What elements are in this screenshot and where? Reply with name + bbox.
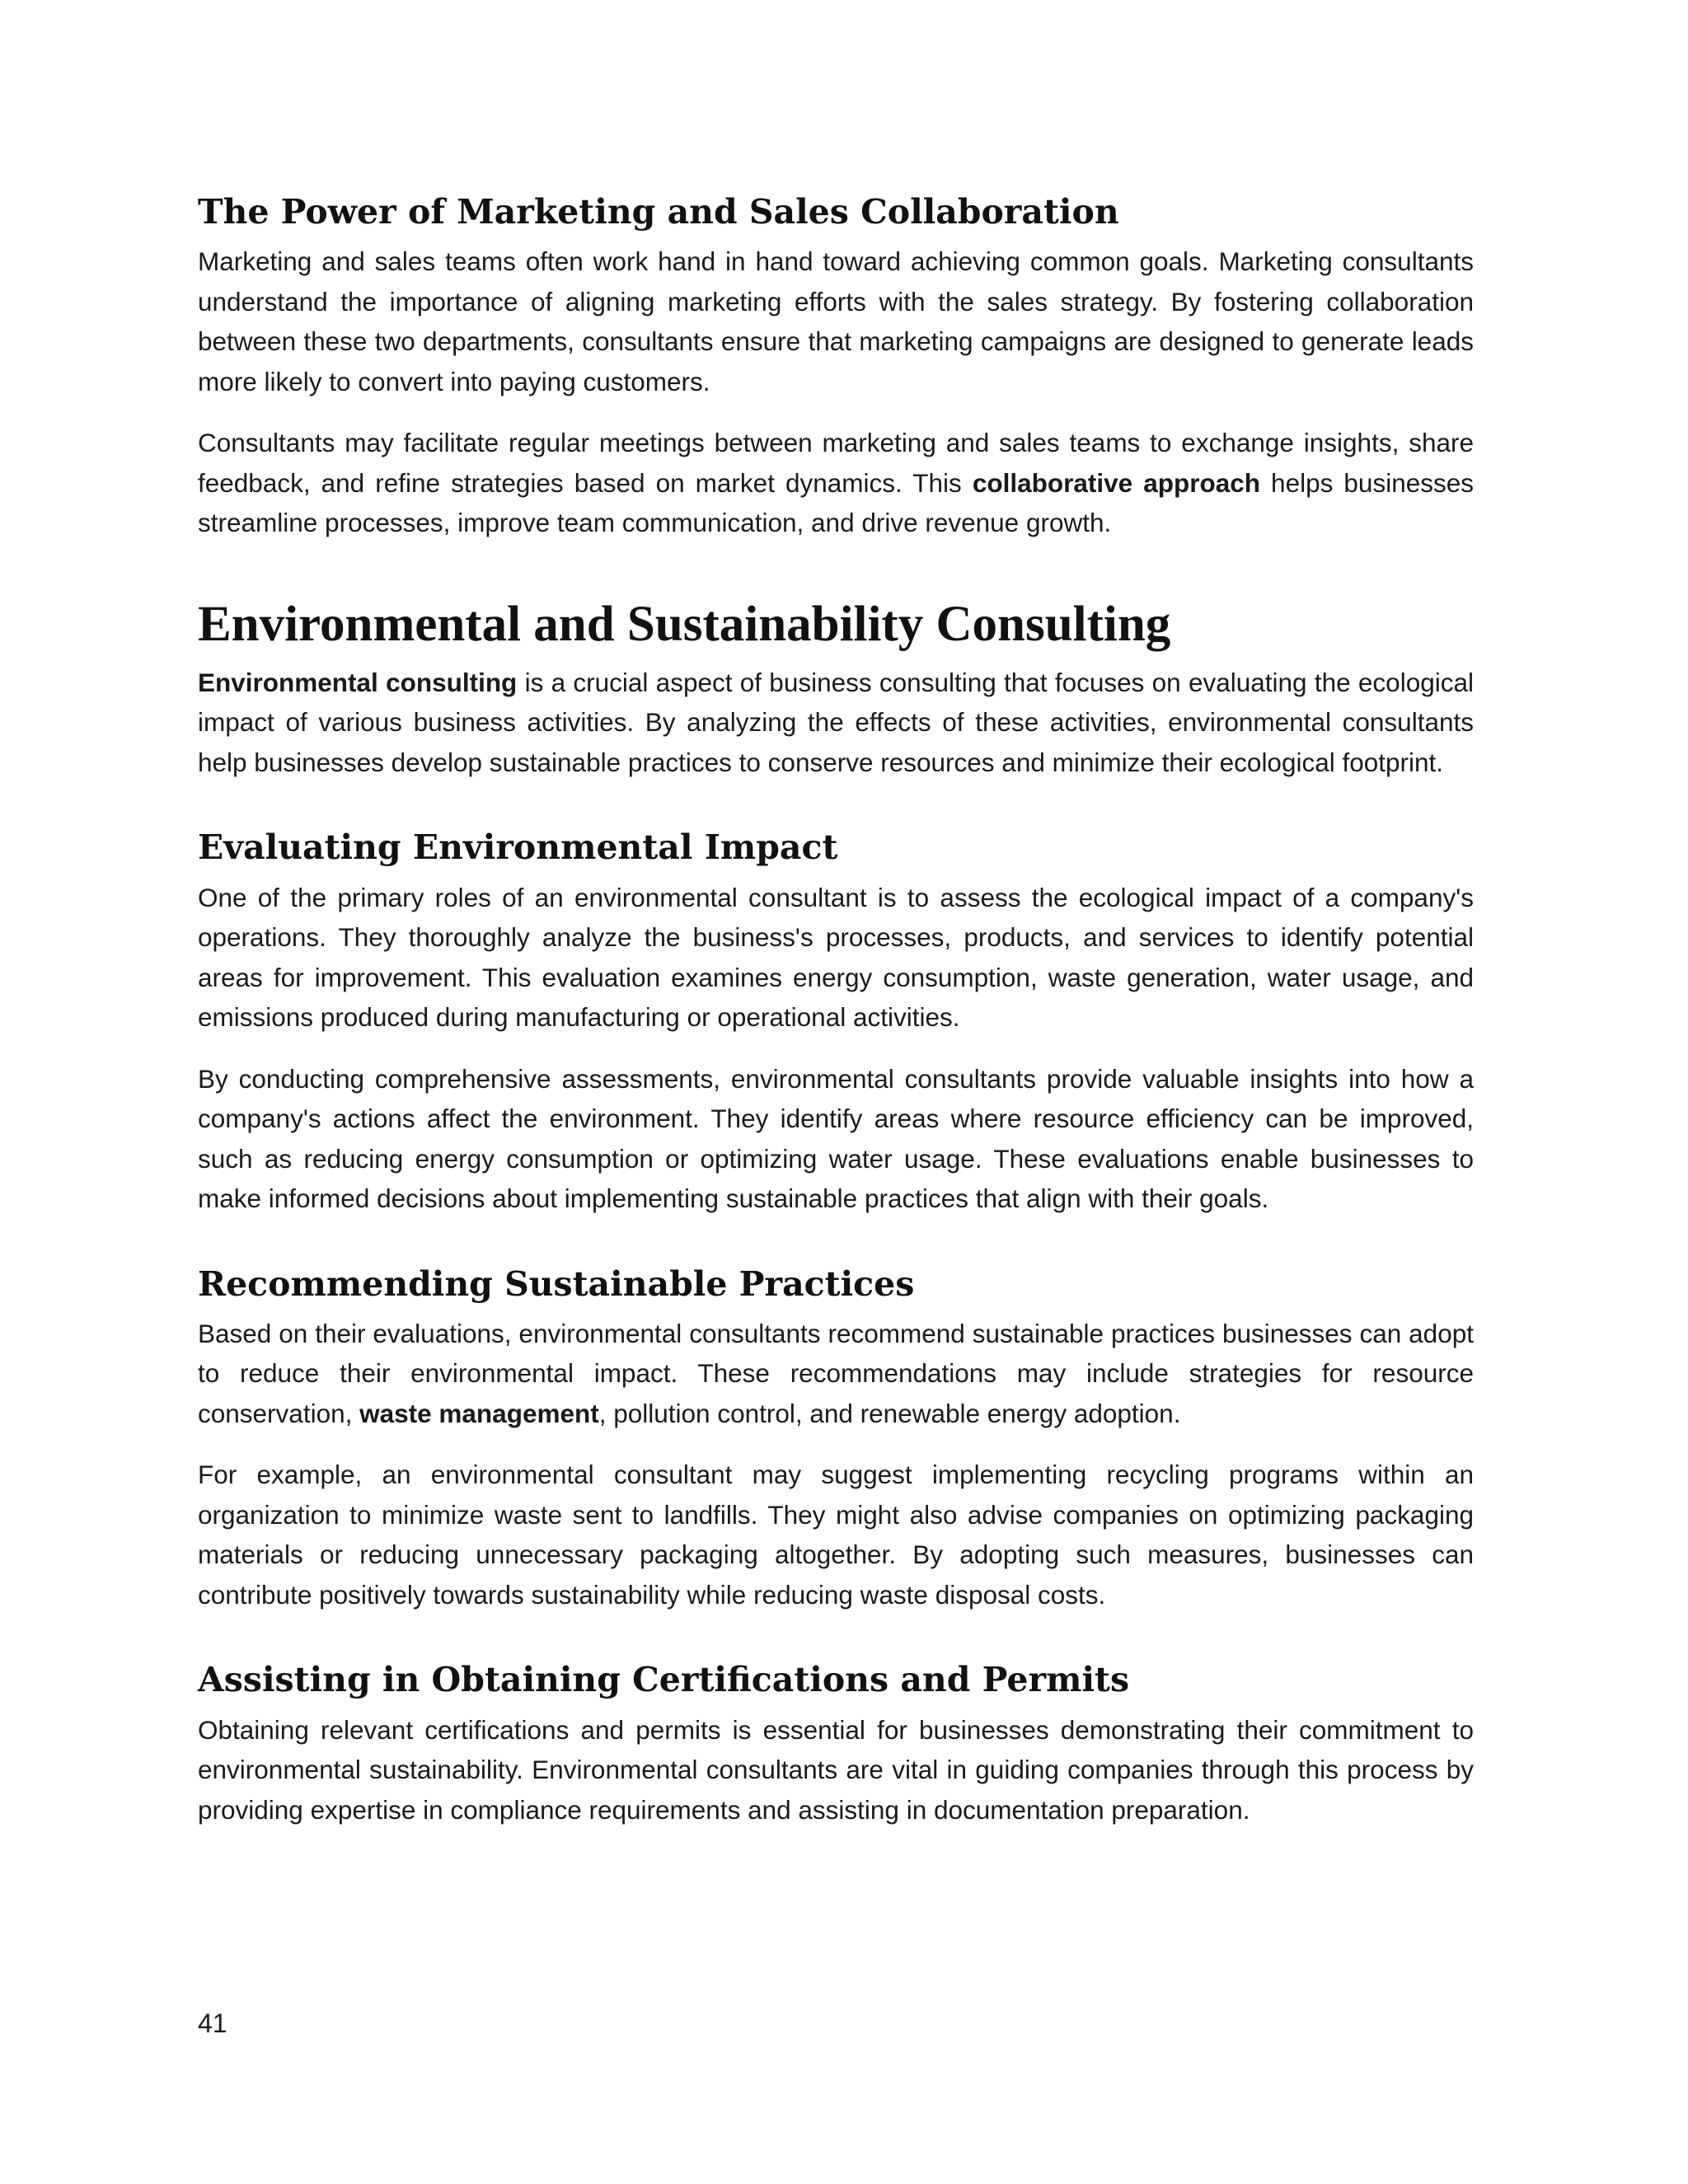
paragraph-text: , pollution control, and renewable energy adoption. <box>598 1398 1181 1428</box>
section-heading-certifications: Assisting in Obtaining Certifications and Permits <box>198 1660 1130 1700</box>
bold-term-collaborative-approach: collaborative approach <box>972 467 1260 498</box>
bold-term-waste-management: waste management <box>359 1398 599 1428</box>
paragraph-recommending-2: For example, an environmental consultant may suggest implementing recycling programs within an organization to minimize waste sent to landfills. They might also advise companies on optimizing packaging materials or reducing unnecessary packaging altogether. By adopting such measures, businesses can contribute positively towards sustainability while reducing waste disposal costs. <box>198 1460 1474 1610</box>
paragraph-text: helps businesses streamline processes, improve team communication, and drive revenue growth. <box>198 467 1474 538</box>
section-heading-marketing-sales: The Power of Marketing and Sales Collaboration <box>198 192 1119 232</box>
paragraph-text: Based on their evaluations, environmental consultants recommend sustainable practices businesses can adopt to reduce their environmental impact. These recommendations may include strategies for resource conservation, <box>198 1318 1474 1428</box>
section-heading-recommending: Recommending Sustainable Practices <box>198 1263 915 1304</box>
page-number: 41 <box>198 2008 227 2038</box>
paragraph-recommending-1 <box>198 1314 1474 1434</box>
paragraph-marketing-sales-2 <box>198 423 1474 543</box>
page-content <box>198 191 1474 1851</box>
paragraph-text: is a crucial aspect of business consulting that focuses on evaluating the ecological impact of various business activities. By analyzing the effects of these activities, environmental consultants help businesses develop sustainable practices to conserve resources and minimize their ecological footprint. <box>198 667 1474 777</box>
bold-term-environmental-consulting: Environmental consulting <box>198 667 518 697</box>
chapter-heading-environmental: Environmental and Sustainability Consulting <box>198 596 1171 652</box>
paragraph-marketing-sales-1: Marketing and sales teams often work hand in hand toward achieving common goals. Marketing consultants understand the importance of aligning marketing efforts with the sales strategy. By fostering collaboration between these two departments, consultants ensure that marketing campaigns are designed to generate leads more likely to convert into paying customers. <box>198 246 1474 396</box>
paragraph-evaluating-1: One of the primary roles of an environmental consultant is to assess the ecological impact of a company's operations. They thoroughly analyze the business's processes, products, and services to identify potential areas for improvement. This evaluation examines energy consumption, waste generation, water usage, and emissions produced during manufacturing or operational activities. <box>198 882 1474 1033</box>
paragraph-evaluating-2: By conducting comprehensive assessments, environmental consultants provide valuable insights into how a company's actions affect the environment. They identify areas where resource efficiency can be improved, such as reducing energy consumption or optimizing water usage. These evaluations enable businesses to make informed decisions about implementing sustainable practices that align with their goals. <box>198 1063 1474 1214</box>
paragraph-environmental-1 <box>198 663 1474 783</box>
paragraph-certifications-1: Obtaining relevant certifications and permits is essential for businesses demonstrating their commitment to environmental sustainability. Environmental consultants are vital in guiding companies through this process by providing expertise in compliance requirements and assisting in documentation preparation. <box>198 1714 1474 1825</box>
paragraph-text: Consultants may facilitate regular meetings between marketing and sales teams to exchange insights, share feedback, and refine strategies based on market dynamics. This <box>198 428 1474 498</box>
section-heading-evaluating: Evaluating Environmental Impact <box>198 827 838 868</box>
